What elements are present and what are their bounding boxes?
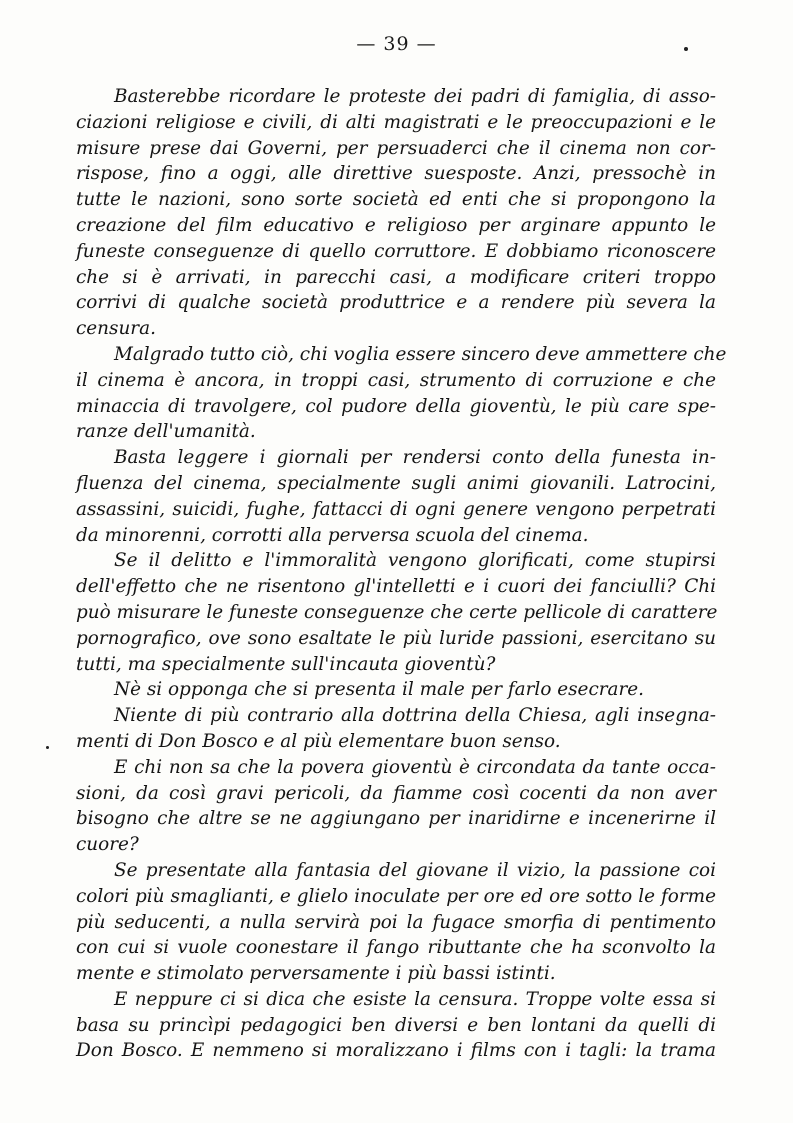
text-line: Se il delitto e l'immoralità vengono glorificati, come stupirsi (114, 550, 716, 572)
text-line: tutte le nazioni, sono sorte società ed enti che si propongono la (76, 189, 716, 211)
paragraph (76, 755, 716, 858)
text-line: più seducenti, a nulla servirà poi la fugace smorfia di pentimento (76, 911, 716, 933)
text-line: che si è arrivati, in parecchi casi, a modificare criteri troppo (76, 266, 716, 288)
text-line: Se presentate alla fantasia del giovane il vizio, la passione coi (114, 859, 716, 881)
text-line: fluenza del cinema, specialmente sugli animi giovanili. Latrocini, (76, 472, 716, 494)
paragraph (76, 445, 716, 548)
text-line: basa su princìpi pedagogici ben diversi e ben lontani da quelli di (76, 1014, 716, 1036)
text-line: E neppure ci si dica che esiste la censura. Troppe volte essa si (114, 988, 716, 1010)
paragraph (76, 703, 716, 755)
text-line: Niente di più contrario alla dottrina della Chiesa, agli insegna- (114, 705, 716, 727)
text-line: bisogno che altre se ne aggiungano per inaridirne e incenerirne il (76, 808, 716, 830)
paragraph (76, 677, 716, 703)
text-line: può misurare le funeste conseguenze che certe pellicole di carattere (76, 601, 718, 623)
text-line: ranze dell'umanità. (76, 421, 256, 443)
body-text (76, 84, 727, 1064)
text-line: dell'effetto che ne risentono gl'intelletti e i cuori dei fanciulli? Chi (76, 576, 716, 598)
text-line: menti di Don Bosco e al più elementare buon senso. (76, 730, 561, 752)
print-speck (46, 746, 49, 749)
text-line: funeste conseguenze di quello corruttore. E dobbiamo riconoscere (76, 240, 716, 262)
paragraph (76, 342, 727, 445)
text-line: il cinema è ancora, in troppi casi, strumento di corruzione e che (76, 369, 716, 391)
text-line: rispose, fino a oggi, alle direttive suesposte. Anzi, pressochè in (76, 163, 716, 185)
paragraph (76, 858, 716, 987)
paragraph (76, 987, 716, 1064)
paragraph (76, 548, 716, 677)
text-line: Basta leggere i giornali per rendersi conto della funesta in- (114, 447, 716, 469)
text-line: pornografico, ove sono esaltate le più luride passioni, esercitano su (76, 627, 716, 649)
text-line: misure prese dai Governi, per persuaderci che il cinema non cor- (76, 137, 716, 159)
text-line: censura. (76, 318, 156, 340)
text-line: minaccia di travolgere, col pudore della gioventù, le più care spe- (76, 395, 716, 417)
print-speck (684, 47, 688, 51)
text-line: da minorenni, corrotti alla perversa scuola del cinema. (76, 524, 589, 546)
text-line: E chi non sa che la povera gioventù è circondata da tante occa- (114, 756, 716, 778)
paragraph (76, 84, 716, 342)
text-line: sioni, da così gravi pericoli, da fiamme così cocenti da non aver (76, 782, 716, 804)
page-number: — 39 — (356, 33, 437, 55)
text-line: Basterebbe ricordare le proteste dei padri di famiglia, di asso- (114, 86, 716, 107)
text-line: assassini, suicidi, fughe, fattacci di ogni genere vengono perpetrati (76, 498, 716, 520)
text-line: Malgrado tutto ciò, chi voglia essere sincero deve ammettere che (114, 343, 727, 365)
text-line: cuore? (76, 834, 139, 856)
text-line: colori più smaglianti, e glielo inoculate per ore ed ore sotto le forme (76, 885, 716, 907)
text-line: creazione del film educativo e religioso per arginare appunto le (76, 214, 716, 236)
text-line: corrivi di qualche società produttrice e a rendere più severa la (76, 292, 716, 314)
text-line: mente e stimolato perversamente i più bassi istinti. (76, 963, 556, 985)
text-line: Don Bosco. E nemmeno si moralizzano i films con i tagli: la trama (76, 1040, 716, 1062)
text-line: ciazioni religiose e civili, di alti magistrati e le preoccupazioni e le (76, 111, 716, 133)
text-line: Nè si opponga che si presenta il male per farlo esecrare. (114, 679, 645, 701)
text-line: con cui si vuole coonestare il fango ributtante che ha sconvolto la (76, 937, 716, 959)
text-line: tutti, ma specialmente sull'incauta gioventù? (76, 653, 496, 675)
